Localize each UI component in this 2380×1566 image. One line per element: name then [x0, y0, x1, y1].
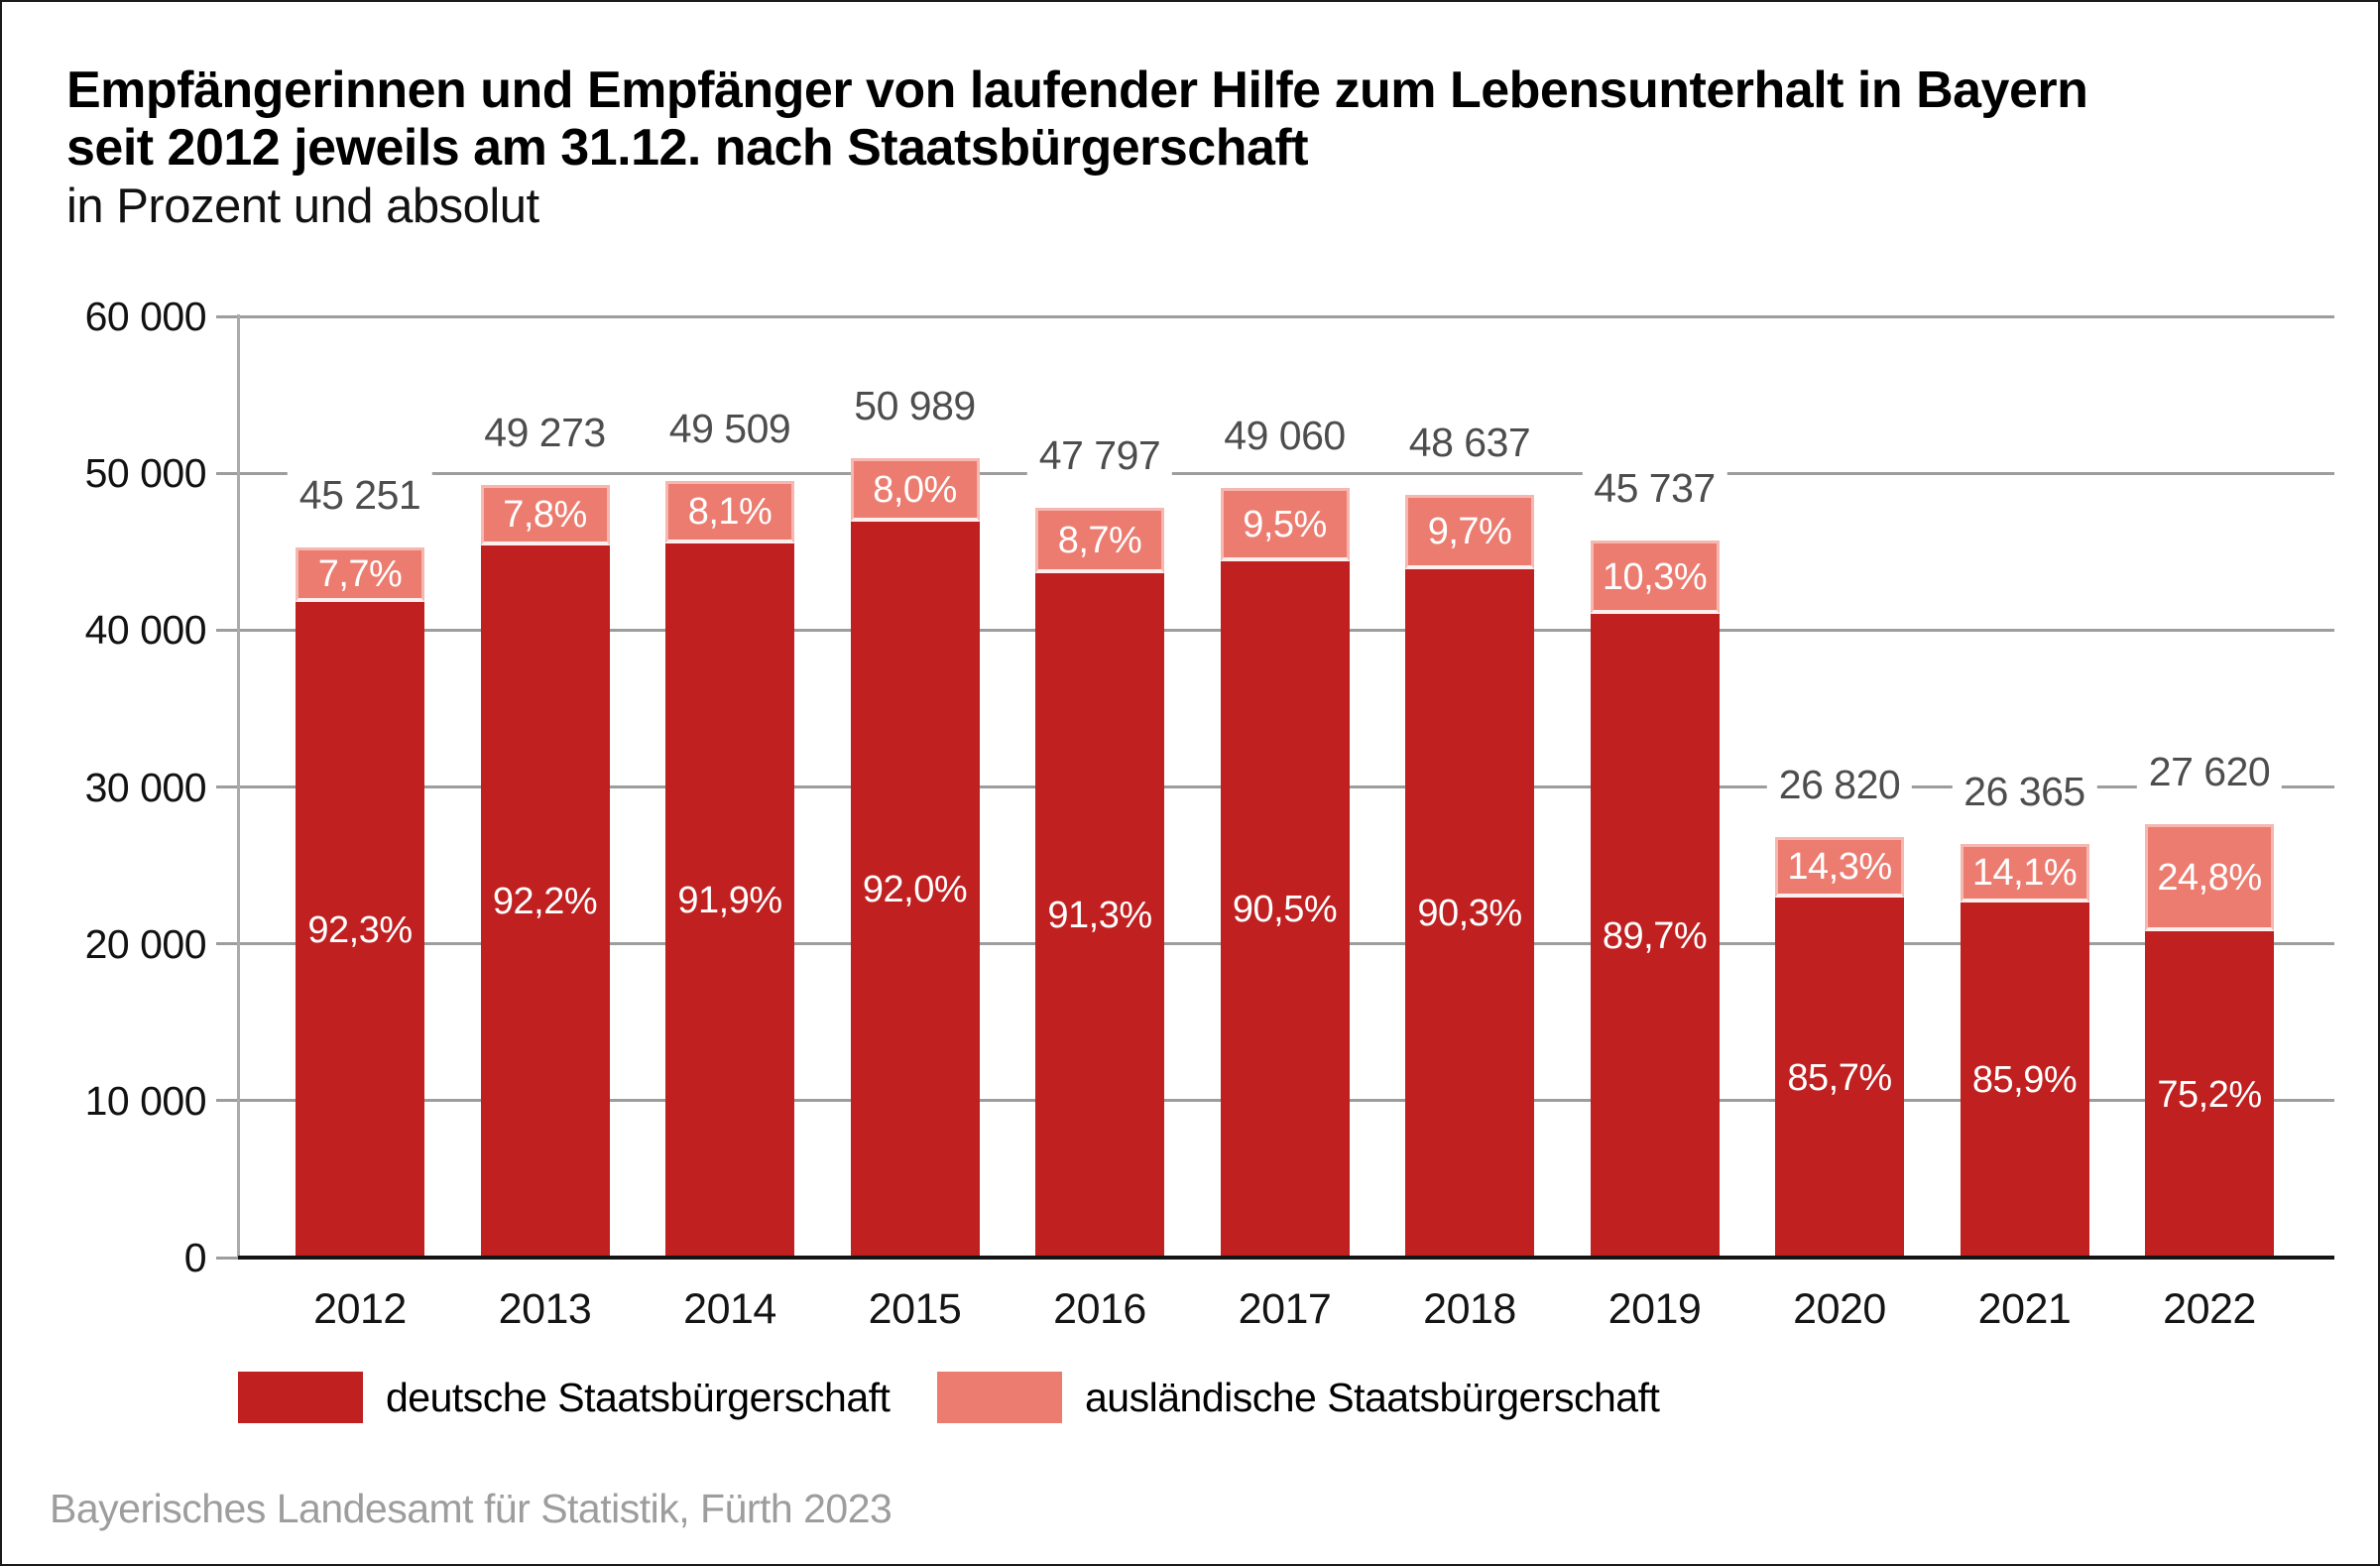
bar-2014: [665, 481, 794, 1258]
segment-auslaendische-2012: [296, 547, 424, 602]
y-axis-label-10000: 10 000: [84, 1077, 206, 1124]
segment-deutsche-2020: [1775, 898, 1904, 1258]
bar-2019: [1591, 541, 1720, 1258]
segment-deutsche-2017: [1221, 561, 1350, 1258]
segment-deutsche-2015: [851, 522, 980, 1258]
y-axis-label-30000: 30 000: [84, 764, 206, 810]
label-auslaendische-pct-2015: 8,0%: [873, 468, 957, 511]
source-note: Bayerisches Landesamt für Statistik, Fürth 2023: [50, 1486, 892, 1531]
segment-auslaendische-2021: [1961, 844, 2089, 903]
x-axis-label-2018: 2018: [1423, 1285, 1516, 1333]
label-total-2015: 50 989: [842, 381, 987, 430]
gridline-50000: [240, 472, 2334, 475]
label-deutsche-pct-2017: 90,5%: [1232, 889, 1338, 930]
segment-deutsche-2019: [1591, 614, 1720, 1258]
label-deutsche-pct-2020: 85,7%: [1787, 1056, 1892, 1099]
label-auslaendische-pct-2012: 7,7%: [317, 553, 403, 595]
label-deutsche-pct-2022: 75,2%: [2157, 1073, 2262, 1116]
x-axis-label-2015: 2015: [868, 1285, 962, 1333]
x-axis-label-2016: 2016: [1053, 1285, 1146, 1333]
bar-2015: [851, 458, 980, 1258]
label-total-2019: 45 737: [1582, 463, 1726, 513]
bar-2013: [481, 485, 610, 1258]
legend-swatch-german: [238, 1372, 363, 1423]
gridline-60000: [240, 315, 2334, 318]
bar-2022: [2145, 824, 2274, 1258]
label-deutsche-pct-2016: 91,3%: [1047, 895, 1152, 936]
segment-auslaendische-2017: [1221, 488, 1350, 561]
label-total-2016: 47 797: [1027, 430, 1172, 480]
label-deutsche-pct-2012: 92,3%: [307, 908, 413, 951]
x-axis-label-2019: 2019: [1607, 1285, 1702, 1333]
title-block: [66, 61, 2087, 234]
legend-swatch-foreign: [937, 1372, 1062, 1423]
label-deutsche-pct-2018: 90,3%: [1417, 893, 1522, 934]
segment-deutsche-2018: [1405, 569, 1534, 1258]
label-total-2022: 27 620: [2137, 747, 2282, 796]
bar-2021: [1961, 844, 2089, 1258]
x-axis-label-2020: 2020: [1793, 1285, 1886, 1333]
label-auslaendische-pct-2020: 14,3%: [1787, 846, 1892, 888]
segment-deutsche-2021: [1961, 903, 2089, 1258]
label-auslaendische-pct-2016: 8,7%: [1057, 519, 1142, 561]
bar-2017: [1221, 488, 1350, 1258]
y-axis-label-40000: 40 000: [84, 607, 206, 654]
label-auslaendische-pct-2022: 24,8%: [2157, 856, 2262, 899]
bar-2012: [296, 547, 424, 1258]
label-auslaendische-pct-2013: 7,8%: [503, 494, 587, 536]
y-axis-label-20000: 20 000: [84, 920, 206, 967]
segment-deutsche-2012: [296, 602, 424, 1258]
segment-deutsche-2022: [2145, 931, 2274, 1258]
x-axis-label-2014: 2014: [683, 1285, 776, 1333]
segment-auslaendische-2015: [851, 458, 980, 522]
x-axis-label-2017: 2017: [1238, 1285, 1332, 1333]
segment-auslaendische-2014: [665, 481, 794, 543]
label-auslaendische-pct-2017: 9,5%: [1243, 503, 1327, 545]
label-total-2017: 49 060: [1212, 411, 1357, 460]
segment-auslaendische-2022: [2145, 824, 2274, 931]
bar-2018: [1405, 495, 1534, 1258]
segment-auslaendische-2016: [1035, 508, 1164, 573]
y-axis-label-0: 0: [183, 1235, 206, 1280]
label-total-2020: 26 820: [1767, 760, 1912, 809]
legend-item-german: [238, 1372, 890, 1423]
segment-auslaendische-2020: [1775, 837, 1904, 898]
x-axis-label-2012: 2012: [313, 1285, 407, 1333]
label-auslaendische-pct-2014: 8,1%: [687, 491, 773, 533]
label-deutsche-pct-2019: 89,7%: [1602, 914, 1708, 957]
segment-deutsche-2016: [1035, 573, 1164, 1258]
x-axis-label-2021: 2021: [1977, 1285, 2072, 1333]
label-total-2014: 49 509: [657, 404, 802, 453]
label-total-2012: 45 251: [288, 470, 432, 520]
label-auslaendische-pct-2018: 9,7%: [1427, 511, 1512, 552]
legend-label-german: deutsche Staatsbürgerschaft: [386, 1374, 891, 1420]
label-total-2018: 48 637: [1397, 418, 1542, 467]
label-deutsche-pct-2014: 91,9%: [677, 880, 782, 921]
segment-deutsche-2014: [665, 543, 794, 1258]
label-auslaendische-pct-2021: 14,1%: [1971, 852, 2078, 894]
label-total-2013: 49 273: [472, 408, 617, 457]
x-axis-label-2022: 2022: [2163, 1285, 2256, 1333]
chart-title-line-1: Empfängerinnen und Empfänger von laufender Hilfe zum Lebensunterhalt in Bayern: [66, 61, 2088, 119]
legend-label-foreign: ausländische Staatsbürgerschaft: [1085, 1374, 1660, 1420]
segment-deutsche-2013: [481, 545, 610, 1258]
segment-auslaendische-2018: [1405, 495, 1534, 569]
x-axis-label-2013: 2013: [498, 1285, 592, 1333]
label-auslaendische-pct-2019: 10,3%: [1602, 555, 1708, 598]
segment-auslaendische-2013: [481, 485, 610, 545]
chart-title-line-2: seit 2012 jeweils am 31.12. nach Staatsbürgerschaft: [66, 119, 1309, 177]
label-deutsche-pct-2021: 85,9%: [1971, 1059, 2078, 1101]
x-axis-baseline: [238, 1256, 2334, 1260]
y-axis-label-50000: 50 000: [84, 450, 206, 497]
label-deutsche-pct-2015: 92,0%: [862, 869, 968, 910]
y-axis-line: [237, 314, 240, 1258]
segment-auslaendische-2019: [1591, 541, 1720, 614]
label-deutsche-pct-2013: 92,2%: [492, 881, 598, 922]
y-axis-label-60000: 60 000: [84, 294, 206, 339]
legend-item-foreign: [937, 1372, 1659, 1423]
chart-subtitle: in Prozent und absolut: [66, 180, 539, 233]
label-total-2021: 26 365: [1952, 767, 2096, 816]
bar-2020: [1775, 837, 1904, 1258]
bar-2016: [1035, 508, 1164, 1258]
